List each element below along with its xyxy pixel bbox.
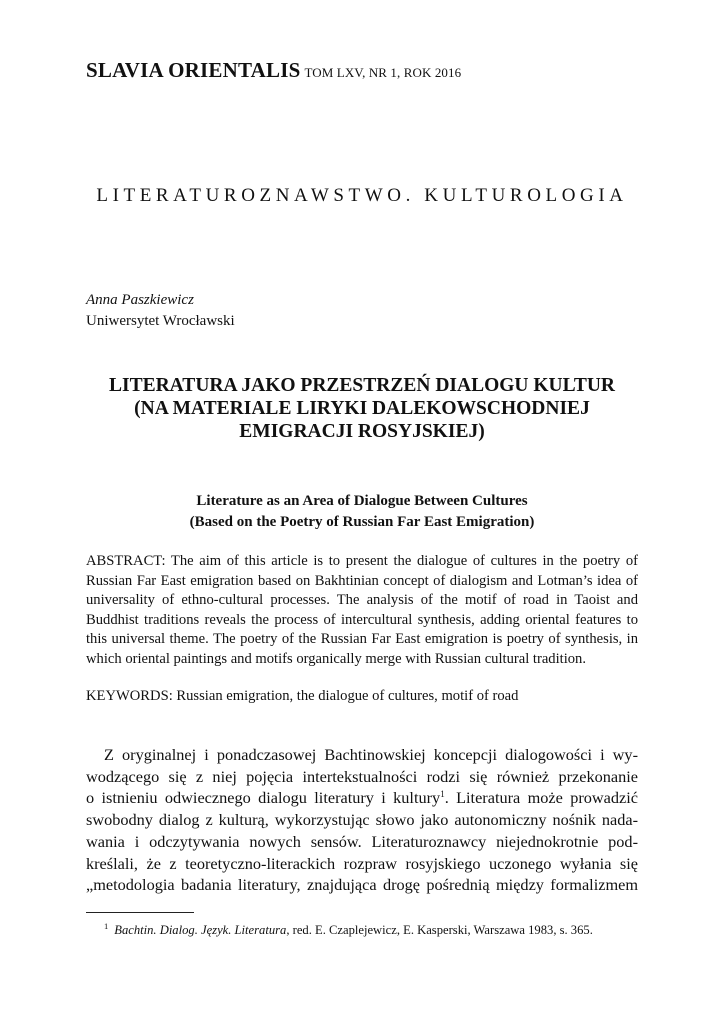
journal-title: SLAVIA ORIENTALIS	[86, 58, 301, 82]
english-title-line: Literature as an Area of Dialogue Between Cultures	[196, 493, 528, 509]
body-line-part: o istnieniu odwiecznego dialogu literatury i kultury	[86, 788, 441, 808]
footnote-citation: , red. E. Czaplejewicz, E. Kasperski, Warszawa 1983, s. 365.	[286, 923, 593, 937]
footnote-number: 1	[104, 921, 109, 931]
article-title	[86, 374, 638, 443]
footnote-reference[interactable]: 1	[440, 789, 445, 800]
body-line-part: . Literatura może prowadzić	[444, 788, 639, 808]
english-title	[86, 491, 638, 533]
footnote	[104, 921, 593, 938]
author-name: Anna Paszkiewicz	[86, 292, 194, 308]
body-line: swobodny dialog z kulturą, wykorzystując słowo jako autonomiczny nośnik nada-	[86, 810, 638, 830]
footnote-rule	[86, 912, 194, 913]
issue-info: TOM LXV, NR 1, ROK 2016	[304, 65, 462, 80]
running-head	[86, 58, 461, 83]
body-line	[86, 787, 638, 809]
title-line: LITERATURA JAKO PRZESTRZEŃ DIALOGU KULTUR	[108, 375, 616, 396]
author-affiliation: Uniwersytet Wrocławski	[86, 313, 235, 329]
title-line: (NA MATERIALE LIRYKI DALEKOWSCHODNIEJ	[134, 398, 590, 419]
keywords: KEYWORDS: Russian emigration, the dialogue of cultures, motif of road	[86, 688, 519, 704]
body-line: kreślali, że z teoretyczno-literackich rozpraw rosyjskiego uczonego wyłania się	[86, 853, 638, 873]
body-line: wodzącego się z niej pojęcia intertekstualności rodzi się również przekonanie	[86, 766, 638, 786]
title-line: EMIGRACJI ROSYJSKIEJ)	[239, 421, 485, 442]
body-line: „metodologia badania literatury, znajdująca drogę pośrednią między formalizmem	[86, 875, 638, 895]
abstract: ABSTRACT: The aim of this article is to present the dialogue of cultures in the poetry of Russian Far East emigration based on Bakhtinian concept of dialogism and Lotman’s idea of universality of ethno-cultural processes. The analysis of the motif of road in Taoist and Buddhist traditions reveals the process of intercultural synthesis, adding oriental features to this universal theme. The poetry of the Russian Far East emigration is poetry of synthesis, in which oriental paintings and motifs organically merge with Russian cultural tradition.	[86, 553, 638, 667]
body-text	[86, 744, 638, 896]
section-heading: LITERATUROZNAWSTWO. KULTUROLOGIA	[96, 185, 628, 206]
body-line: Z oryginalnej i ponadczasowej Bachtinowskiej koncepcji dialogowości i wy-	[104, 745, 638, 764]
footnote-cited-title: Bachtin. Dialog. Język. Literatura	[114, 923, 287, 937]
english-title-line: (Based on the Poetry of Russian Far East Emigration)	[189, 514, 535, 530]
body-line: wania i odczytywania nowych sensów. Literaturoznawcy niejednokrotnie pod-	[86, 831, 638, 851]
